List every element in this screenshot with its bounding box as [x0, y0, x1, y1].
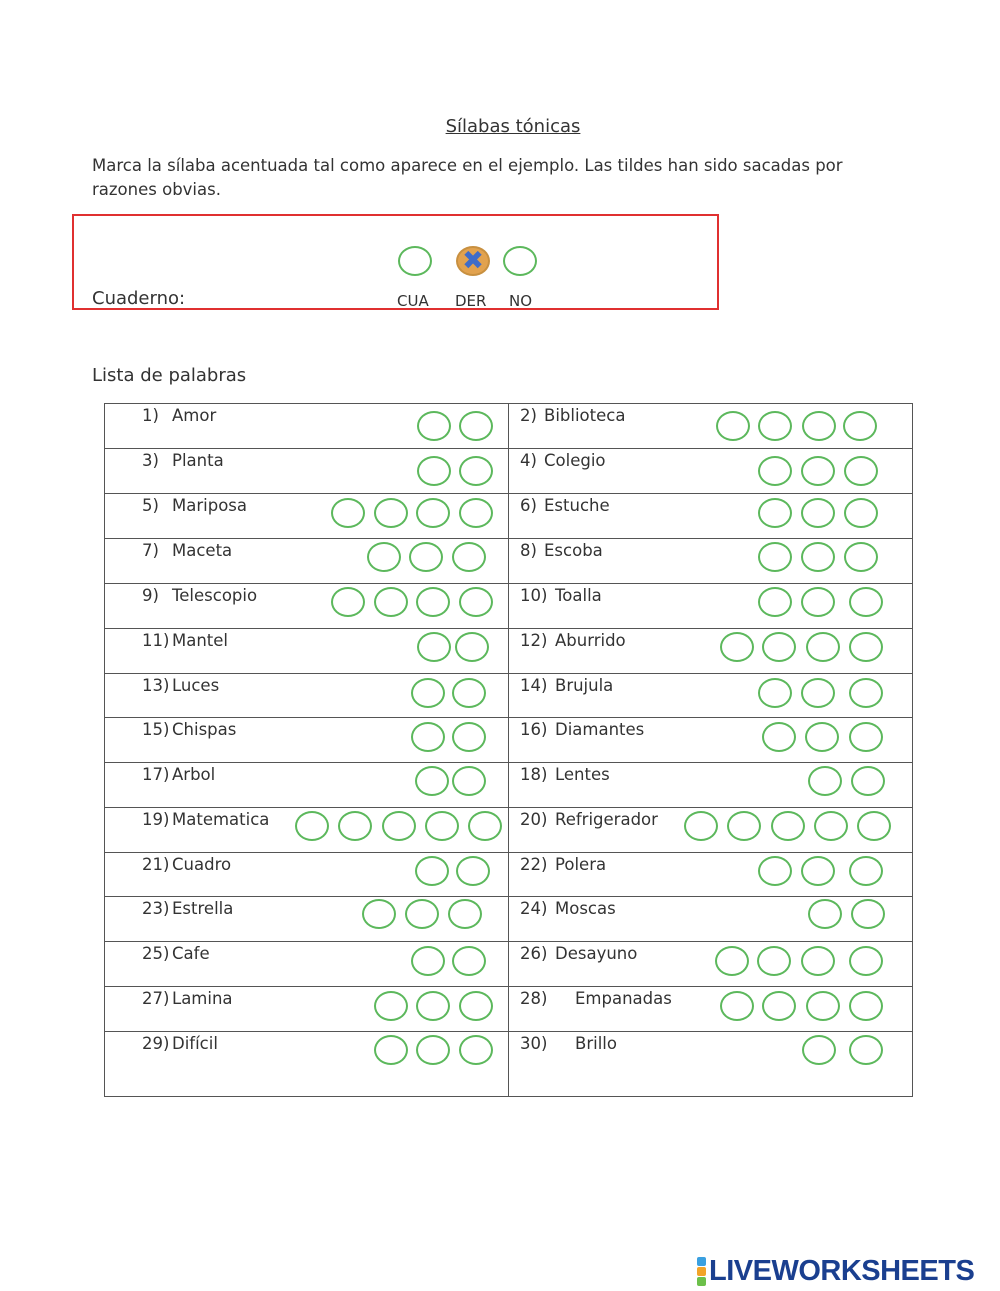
syllable-circle[interactable] — [382, 811, 416, 841]
example-syllable-label: CUA — [397, 292, 429, 310]
syllable-circle[interactable] — [459, 456, 493, 486]
syllable-circle[interactable] — [720, 632, 754, 662]
word-number: 6) — [520, 496, 537, 515]
syllable-circle[interactable] — [452, 946, 486, 976]
syllable-circle[interactable] — [808, 766, 842, 796]
syllable-circle[interactable] — [374, 587, 408, 617]
liveworksheets-logo — [697, 1256, 974, 1286]
example-syllable-circle — [398, 246, 432, 276]
syllable-circle[interactable] — [843, 411, 877, 441]
word-number: 10) — [520, 586, 548, 605]
word-number: 3) — [142, 451, 159, 470]
syllable-circle[interactable] — [331, 498, 365, 528]
word-label: Polera — [555, 855, 607, 874]
syllable-circle[interactable] — [758, 587, 792, 617]
syllable-circle[interactable] — [448, 899, 482, 929]
syllable-circle[interactable] — [849, 946, 883, 976]
word-number: 16) — [520, 720, 548, 739]
syllable-circle[interactable] — [416, 587, 450, 617]
table-row-divider — [104, 628, 913, 629]
word-label: Luces — [172, 676, 220, 695]
word-label: Planta — [172, 451, 224, 470]
syllable-circle[interactable] — [456, 856, 490, 886]
table-row-divider — [104, 896, 913, 897]
syllable-circle[interactable] — [771, 811, 805, 841]
syllable-circle[interactable] — [802, 1035, 836, 1065]
word-label: Arbol — [172, 765, 216, 784]
syllable-circle[interactable] — [857, 811, 891, 841]
table-row-divider — [104, 986, 913, 987]
word-number: 13) — [142, 676, 170, 695]
syllable-circle[interactable] — [762, 632, 796, 662]
word-label: Telescopio — [172, 586, 258, 605]
word-number: 23) — [142, 899, 170, 918]
word-number: 12) — [520, 631, 548, 650]
word-label: Maceta — [172, 541, 233, 560]
syllable-circle[interactable] — [849, 632, 883, 662]
word-number: 14) — [520, 676, 548, 695]
syllable-circle[interactable] — [338, 811, 372, 841]
syllable-circle[interactable] — [762, 722, 796, 752]
syllable-circle[interactable] — [758, 498, 792, 528]
word-number: 28) — [520, 989, 548, 1008]
syllable-circle[interactable] — [455, 632, 489, 662]
word-number: 26) — [520, 944, 548, 963]
syllable-circle[interactable] — [459, 587, 493, 617]
word-label: Mariposa — [172, 496, 247, 515]
word-number: 27) — [142, 989, 170, 1008]
word-label: Moscas — [555, 899, 616, 918]
syllable-circle[interactable] — [806, 632, 840, 662]
word-number: 22) — [520, 855, 548, 874]
word-number: 30) — [520, 1034, 548, 1053]
syllable-circle[interactable] — [849, 1035, 883, 1065]
word-number: 15) — [142, 720, 170, 739]
example-syllable-circle — [503, 246, 537, 276]
syllable-circle[interactable] — [452, 766, 486, 796]
syllable-circle[interactable] — [416, 498, 450, 528]
syllable-circle[interactable] — [409, 542, 443, 572]
table-row-divider — [104, 673, 913, 674]
word-number: 2) — [520, 406, 537, 425]
syllable-circle[interactable] — [758, 678, 792, 708]
syllable-circle[interactable] — [459, 411, 493, 441]
word-label: Difícil — [172, 1034, 218, 1053]
syllable-circle[interactable] — [801, 542, 835, 572]
syllable-circle[interactable] — [715, 946, 749, 976]
syllable-circle[interactable] — [374, 1035, 408, 1065]
table-row-divider — [104, 717, 913, 718]
syllable-circle[interactable] — [425, 811, 459, 841]
syllable-circle[interactable] — [417, 411, 451, 441]
table-row-divider — [104, 448, 913, 449]
syllable-circle[interactable] — [806, 991, 840, 1021]
word-number: 9) — [142, 586, 159, 605]
word-number: 25) — [142, 944, 170, 963]
word-label: Escoba — [544, 541, 603, 560]
example-syllable-label: DER — [455, 292, 487, 310]
word-number: 5) — [142, 496, 159, 515]
table-divider — [508, 403, 509, 1097]
word-label: Amor — [172, 406, 217, 425]
syllable-circle[interactable] — [405, 899, 439, 929]
syllable-circle[interactable] — [468, 811, 502, 841]
syllable-circle[interactable] — [452, 722, 486, 752]
syllable-circle[interactable] — [758, 542, 792, 572]
syllable-circle[interactable] — [417, 632, 451, 662]
logo-mark-icon — [697, 1257, 706, 1286]
syllable-circle[interactable] — [374, 991, 408, 1021]
word-label: Lentes — [555, 765, 610, 784]
syllable-circle[interactable] — [851, 766, 885, 796]
word-number: 8) — [520, 541, 537, 560]
word-label: Cuadro — [172, 855, 232, 874]
word-number: 19) — [142, 810, 170, 829]
syllable-circle[interactable] — [849, 991, 883, 1021]
instructions-text: Marca la sílaba acentuada tal como aparece en el ejemplo. Las tildes han sido sacadas por razones obvias. — [92, 156, 843, 199]
syllable-circle[interactable] — [459, 498, 493, 528]
syllable-circle[interactable] — [452, 542, 486, 572]
syllable-circle[interactable] — [720, 991, 754, 1021]
syllable-circle[interactable] — [801, 678, 835, 708]
logo-text: LIVEWORKSHEETS — [709, 1254, 975, 1287]
syllable-circle[interactable] — [684, 811, 718, 841]
word-label: Estrella — [172, 899, 234, 918]
syllable-circle[interactable] — [459, 1035, 493, 1065]
syllable-circle[interactable] — [801, 946, 835, 976]
word-label: Empanadas — [575, 989, 672, 1008]
example-word: Cuaderno: — [92, 288, 186, 309]
word-label: Colegio — [544, 451, 606, 470]
syllable-circle[interactable] — [417, 456, 451, 486]
syllable-circle[interactable] — [331, 587, 365, 617]
syllable-circle[interactable] — [758, 456, 792, 486]
word-number: 18) — [520, 765, 548, 784]
word-label: Diamantes — [555, 720, 645, 739]
syllable-circle[interactable] — [808, 899, 842, 929]
word-number: 29) — [142, 1034, 170, 1053]
syllable-circle[interactable] — [762, 991, 796, 1021]
table-row-divider — [104, 807, 913, 808]
syllable-circle[interactable] — [727, 811, 761, 841]
x-mark-icon — [456, 246, 490, 276]
table-row-divider — [104, 493, 913, 494]
syllable-circle[interactable] — [758, 856, 792, 886]
syllable-circle[interactable] — [849, 587, 883, 617]
syllable-circle[interactable] — [801, 856, 835, 886]
word-number: 4) — [520, 451, 537, 470]
word-number: 11) — [142, 631, 170, 650]
word-label: Chispas — [172, 720, 237, 739]
syllable-circle[interactable] — [849, 856, 883, 886]
word-label: Cafe — [172, 944, 210, 963]
syllable-circle[interactable] — [802, 411, 836, 441]
syllable-circle[interactable] — [844, 542, 878, 572]
word-label: Toalla — [555, 586, 602, 605]
word-label: Lamina — [172, 989, 233, 1008]
syllable-circle[interactable] — [758, 411, 792, 441]
syllable-circle[interactable] — [716, 411, 750, 441]
syllable-circle[interactable] — [295, 811, 329, 841]
word-label: Biblioteca — [544, 406, 626, 425]
word-label: Desayuno — [555, 944, 638, 963]
syllable-circle[interactable] — [801, 456, 835, 486]
table-row-divider — [104, 941, 913, 942]
page-title: Sílabas tónicas — [445, 116, 581, 137]
syllable-circle[interactable] — [801, 587, 835, 617]
syllable-circle[interactable] — [362, 899, 396, 929]
syllable-circle[interactable] — [415, 856, 449, 886]
table-row-divider — [104, 852, 913, 853]
syllable-circle[interactable] — [374, 498, 408, 528]
syllable-circle[interactable] — [814, 811, 848, 841]
syllable-circle[interactable] — [411, 946, 445, 976]
syllable-circle[interactable] — [459, 991, 493, 1021]
word-number: 21) — [142, 855, 170, 874]
syllable-circle[interactable] — [801, 498, 835, 528]
syllable-circle[interactable] — [415, 766, 449, 796]
syllable-circle[interactable] — [851, 899, 885, 929]
word-label: Mantel — [172, 631, 229, 650]
word-number: 24) — [520, 899, 548, 918]
word-number: 1) — [142, 406, 159, 425]
syllable-circle[interactable] — [411, 722, 445, 752]
word-label: Aburrido — [555, 631, 626, 650]
word-label: Refrigerador — [555, 810, 658, 829]
table-row-divider — [104, 762, 913, 763]
syllable-circle[interactable] — [757, 946, 791, 976]
word-label: Estuche — [544, 496, 610, 515]
word-number: 20) — [520, 810, 548, 829]
syllable-circle[interactable] — [844, 456, 878, 486]
syllable-circle[interactable] — [411, 678, 445, 708]
word-number: 7) — [142, 541, 159, 560]
list-label: Lista de palabras — [92, 365, 247, 386]
table-row-divider — [104, 1031, 913, 1032]
word-label: Brujula — [555, 676, 614, 695]
table-row-divider — [104, 583, 913, 584]
table-row-divider — [104, 538, 913, 539]
syllable-circle[interactable] — [367, 542, 401, 572]
syllable-circle[interactable] — [416, 1035, 450, 1065]
syllable-circle[interactable] — [849, 678, 883, 708]
syllable-circle[interactable] — [452, 678, 486, 708]
syllable-circle[interactable] — [805, 722, 839, 752]
word-number: 17) — [142, 765, 170, 784]
syllable-circle[interactable] — [416, 991, 450, 1021]
syllable-circle[interactable] — [844, 498, 878, 528]
word-label: Matematica — [172, 810, 270, 829]
word-label: Brillo — [575, 1034, 617, 1053]
example-syllable-label: NO — [509, 292, 533, 310]
syllable-circle[interactable] — [849, 722, 883, 752]
